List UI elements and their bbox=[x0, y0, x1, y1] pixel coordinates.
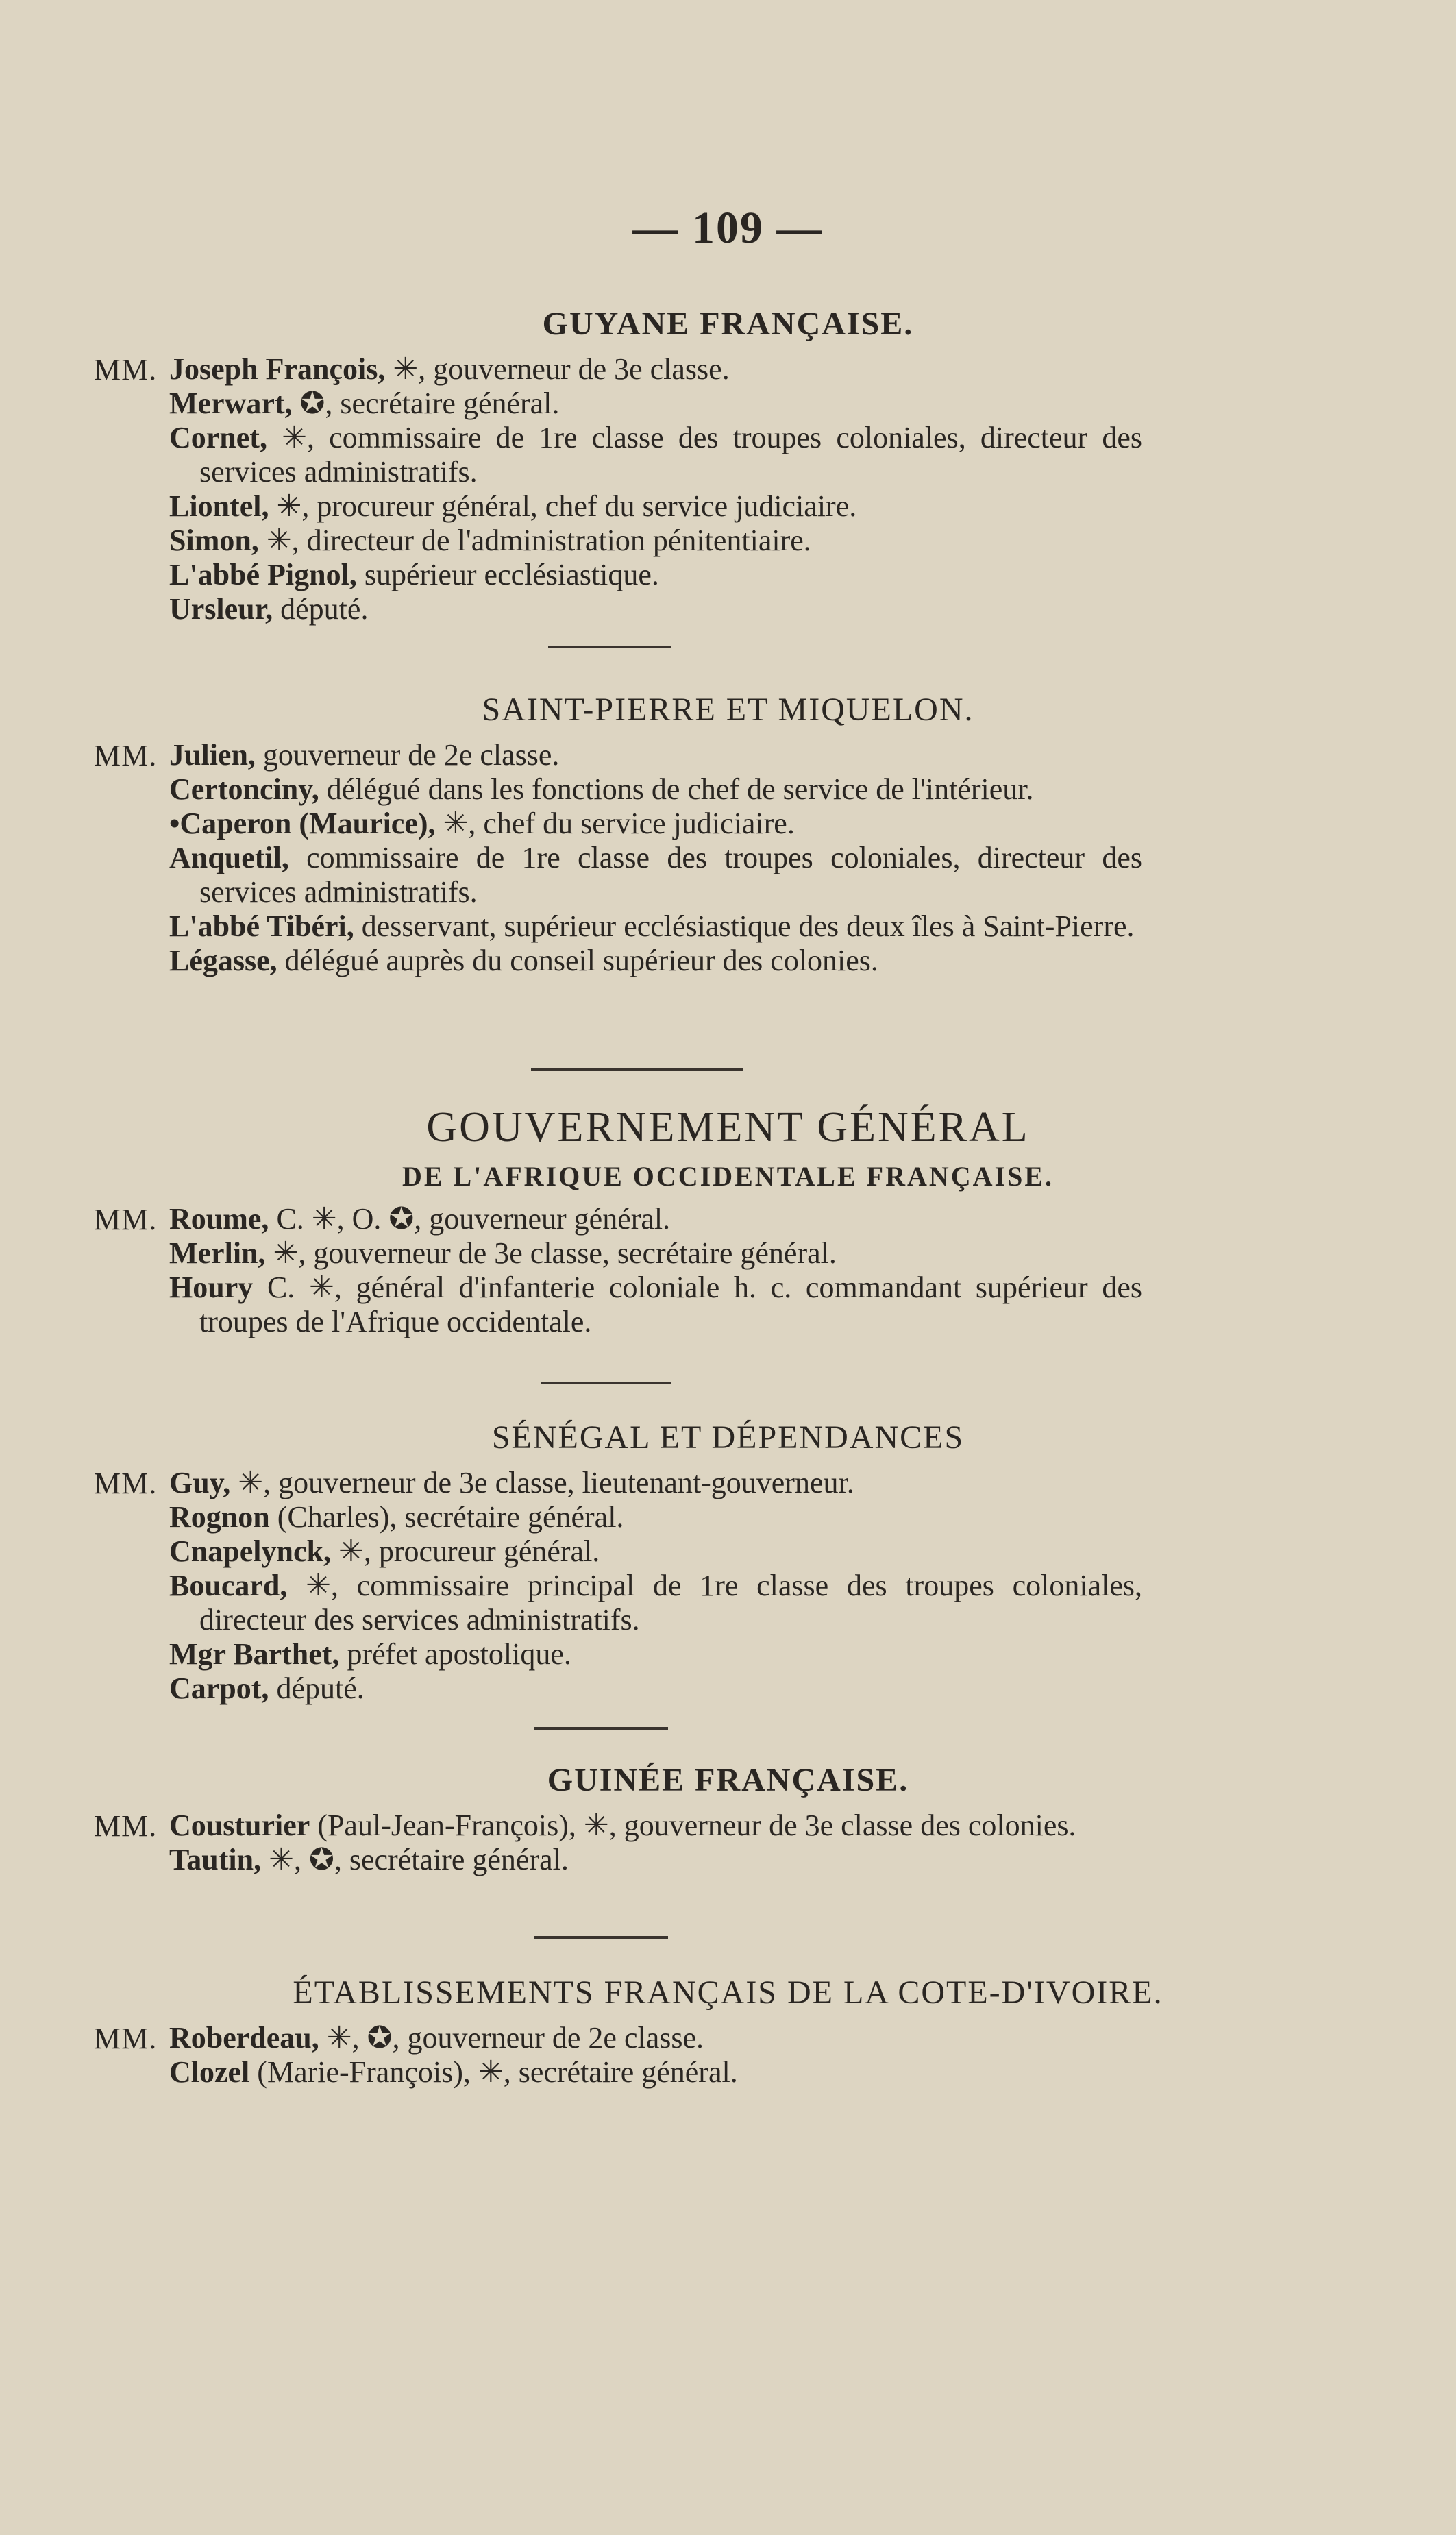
section-guyane bbox=[0, 305, 1456, 626]
mm-prefix: MM. bbox=[94, 353, 158, 387]
entry: Légasse, délégué auprès du conseil supérieur des colonies. bbox=[169, 944, 878, 977]
entry-list bbox=[94, 352, 1142, 626]
entry: Julien, gouverneur de 2e classe. bbox=[169, 738, 560, 772]
section-cote-ivoire bbox=[0, 1974, 1456, 2090]
entry: Roberdeau, ✳, ✪, gouverneur de 2e classe. bbox=[169, 2021, 704, 2055]
entry-list bbox=[94, 1202, 1142, 1339]
section-title: GOUVERNEMENT GÉNÉRAL bbox=[426, 1104, 1030, 1151]
entry: Tautin, ✳, ✪, secrétaire général. bbox=[169, 1843, 569, 1876]
section-afrique-occidentale bbox=[0, 1103, 1456, 1339]
mm-prefix: MM. bbox=[94, 739, 158, 772]
mm-prefix: MM. bbox=[94, 2022, 158, 2055]
section-subtitle: DE L'AFRIQUE OCCIDENTALE FRANÇAISE. bbox=[402, 1161, 1054, 1192]
entry-list bbox=[94, 738, 1142, 978]
entry: Roume, C. ✳, O. ✪, gouverneur général. bbox=[169, 1202, 671, 1236]
entry: Simon, ✳, directeur de l'administration pénitentiaire. bbox=[169, 524, 811, 557]
mm-prefix: MM. bbox=[94, 1467, 158, 1500]
section-divider bbox=[531, 1068, 743, 1071]
entry: Mgr Barthet, préfet apostolique. bbox=[169, 1637, 571, 1671]
section-saint-pierre bbox=[0, 691, 1456, 978]
mm-prefix: MM. bbox=[94, 1809, 158, 1843]
section-title: SÉNÉGAL ET DÉPENDANCES bbox=[491, 1419, 965, 1456]
page-number: — 109 — bbox=[632, 203, 824, 253]
entry: Joseph François, ✳, gouverneur de 3e classe. bbox=[169, 352, 730, 386]
entry: Merwart, ✪, secrétaire général. bbox=[169, 387, 560, 420]
entry: Ursleur, député. bbox=[169, 592, 369, 626]
entry: Houry C. ✳, général d'infanterie coloniale h. c. commandant supérieur des troupes de l'Afrique occidentale. bbox=[169, 1271, 1142, 1338]
entry-list bbox=[94, 1809, 1142, 1877]
entry: Anquetil, commissaire de 1re classe des troupes coloniales, directeur des services administratifs. bbox=[169, 841, 1142, 909]
entry: L'abbé Tibéri, desservant, supérieur ecclésiastique des deux îles à Saint-Pierre. bbox=[169, 909, 1135, 943]
section-divider bbox=[541, 1382, 671, 1384]
section-guinee bbox=[0, 1761, 1456, 1877]
entry: Clozel (Marie-François), ✳, secrétaire général. bbox=[169, 2055, 738, 2089]
section-title: SAINT-PIERRE ET MIQUELON. bbox=[482, 691, 974, 728]
entry: Merlin, ✳, gouverneur de 3e classe, secrétaire général. bbox=[169, 1236, 837, 1270]
entry: Liontel, ✳, procureur général, chef du service judiciaire. bbox=[169, 489, 857, 523]
entry-list bbox=[94, 2021, 1142, 2090]
entry: Rognon (Charles), secrétaire général. bbox=[169, 1500, 624, 1534]
entry-list bbox=[94, 1466, 1142, 1706]
section-divider bbox=[548, 646, 671, 648]
entry: Cousturier (Paul-Jean-François), ✳, gouverneur de 3e classe des colonies. bbox=[169, 1809, 1076, 1842]
entry: Certonciny, délégué dans les fonctions de chef de service de l'intérieur. bbox=[169, 772, 1034, 806]
section-divider bbox=[534, 1727, 668, 1730]
section-divider bbox=[534, 1936, 668, 1939]
entry: Cornet, ✳, commissaire de 1re classe des troupes coloniales, directeur des services administratifs. bbox=[169, 421, 1142, 489]
section-title: GUYANE FRANÇAISE. bbox=[542, 306, 914, 342]
entry: •Caperon (Maurice), ✳, chef du service judiciaire. bbox=[169, 807, 795, 840]
mm-prefix: MM. bbox=[94, 1203, 158, 1236]
section-title: ÉTABLISSEMENTS FRANÇAIS DE LA COTE-D'IVOIRE. bbox=[293, 1974, 1163, 2011]
entry: Boucard, ✳, commissaire principal de 1re classe des troupes coloniales, directeur des services administratifs. bbox=[169, 1569, 1142, 1637]
entry: Guy, ✳, gouverneur de 3e classe, lieutenant-gouverneur. bbox=[169, 1466, 854, 1499]
section-title: GUINÉE FRANÇAISE. bbox=[547, 1762, 909, 1798]
entry: Cnapelynck, ✳, procureur général. bbox=[169, 1534, 600, 1568]
section-senegal bbox=[0, 1419, 1456, 1706]
entry: Carpot, député. bbox=[169, 1671, 365, 1705]
entry: L'abbé Pignol, supérieur ecclésiastique. bbox=[169, 558, 659, 591]
